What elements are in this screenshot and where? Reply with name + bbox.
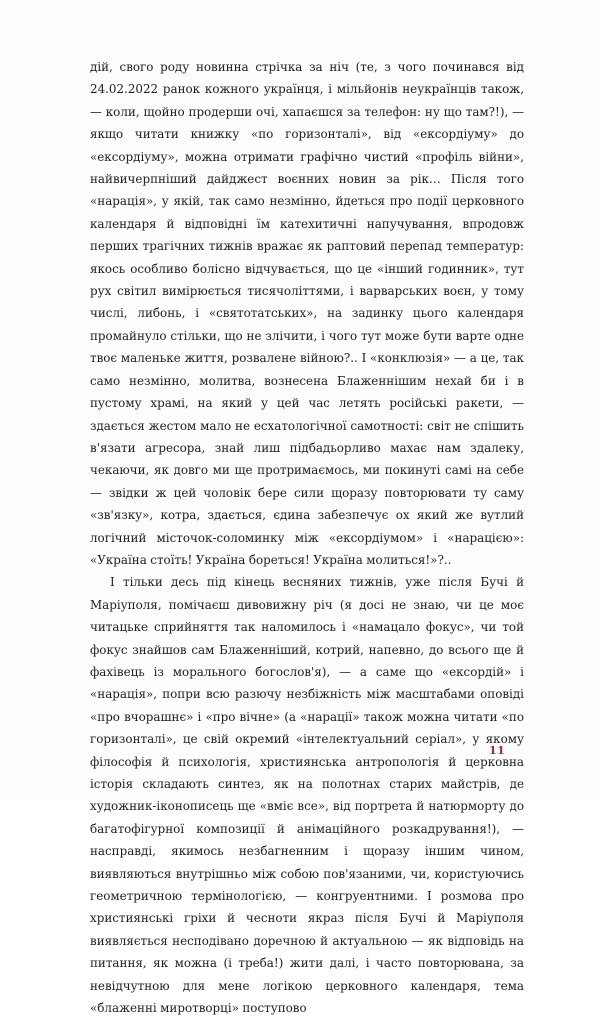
body-text [90,56,524,1019]
paragraph: І тільки десь під кінець весняних тижнів, уже після Бучі й Маріуполя, помічаєш дивовижну річ (я досі не знаю, чи це моє читацьке сприйняття так наломилось і «намацало фокус», чи той фокус знайшов сам Блаженніший, котрий, напевно, до всього ще й фахівець із морального богослов'я), — а саме що «ексордій» і «нарація», попри всю разючу незбіжність між масштабами оповіді «про вчорашнє» і «про вічне» (а «нарації» також можна читати «по горизонталі», це свій окремий «інтелектуальний серіал», у якому філософія й психологія, християнська антропологія й церковна історія складають синтез, як на полотнах старих майстрів, де художник-іконописець ще «вміє все», від портрета й натюрморту до багатофігурної композиції й анімаційного розкадрування!), — насправді, якимось незбагненним і щоразу іншим чином, виявляються внутрішньо між собою пов'язаними, чи, користуючись геометричною термінологією, — конгруентними. І розмова про християнські гріхи й чесноти якраз після Бучі й Маріуполя виявляється несподівано доречною й актуальною — як відповідь на питання, як можна (і треба!) жити далі, і часто повторювана, за невідчутною для мене логікою церковного календаря, тема «блаженні миротворці» поступово [90,575,524,1016]
paragraph-continuation: дій, свого роду новинна стрічка за ніч (те, з чого починався від 24.02.2022 ранок кожного українця, і мільйонів неукраїнців також, — коли, щойно продерши очі, хапаєшся за телефон: ну що там?!), — якщо читати книжку «по горизонталі», від «ексордіуму» до «ексордіуму», можна отримати графічно чистий «профіль війни», найвичерпніший дайджест воєнних новин за рік… Після того «нарація», у якій, так само незмінно, йдеться про події церковного календаря й відповідні їм катехитичні напучування, впродовж перших трагічних тижнів вражає як раптовий перепад температур: якось особливо болісно відчувається, що це «інший годинник», тут рух світил вимірюється тисячоліттями, і варварських воєн, у тому числі, либонь, і «святотатських», на задинку цього календаря промайнуло стільки, що не злічити, і чого тут може бути варте одне твоє маленьке життя, розвалене війною?.. І «конклюзія» — а це, так само незмінно, молитва, вознесена Блаженнішим нехай би і в пустому храмі, на який у цей час летять російські ракети, — здається жестом мало не есхатологічної самотності: світ не спішить в'язати агресора, знай лиш підбадьорливо махає нам здалеку, чекаючи, як довго ми ще протримаємось, ми покинуті самі на себе — звідки ж цей чоловік бере сили щоразу повторювати ту саму «зв'язку», котра, здається, єдина забезпечує ох який же вутлий логічний місточок-соломинку між «ексордіумом» і «нарацією»: «Україна стоїть! Україна бореться! Україна молиться!»?.. [90,60,524,567]
page-number: 11 [489,744,506,757]
